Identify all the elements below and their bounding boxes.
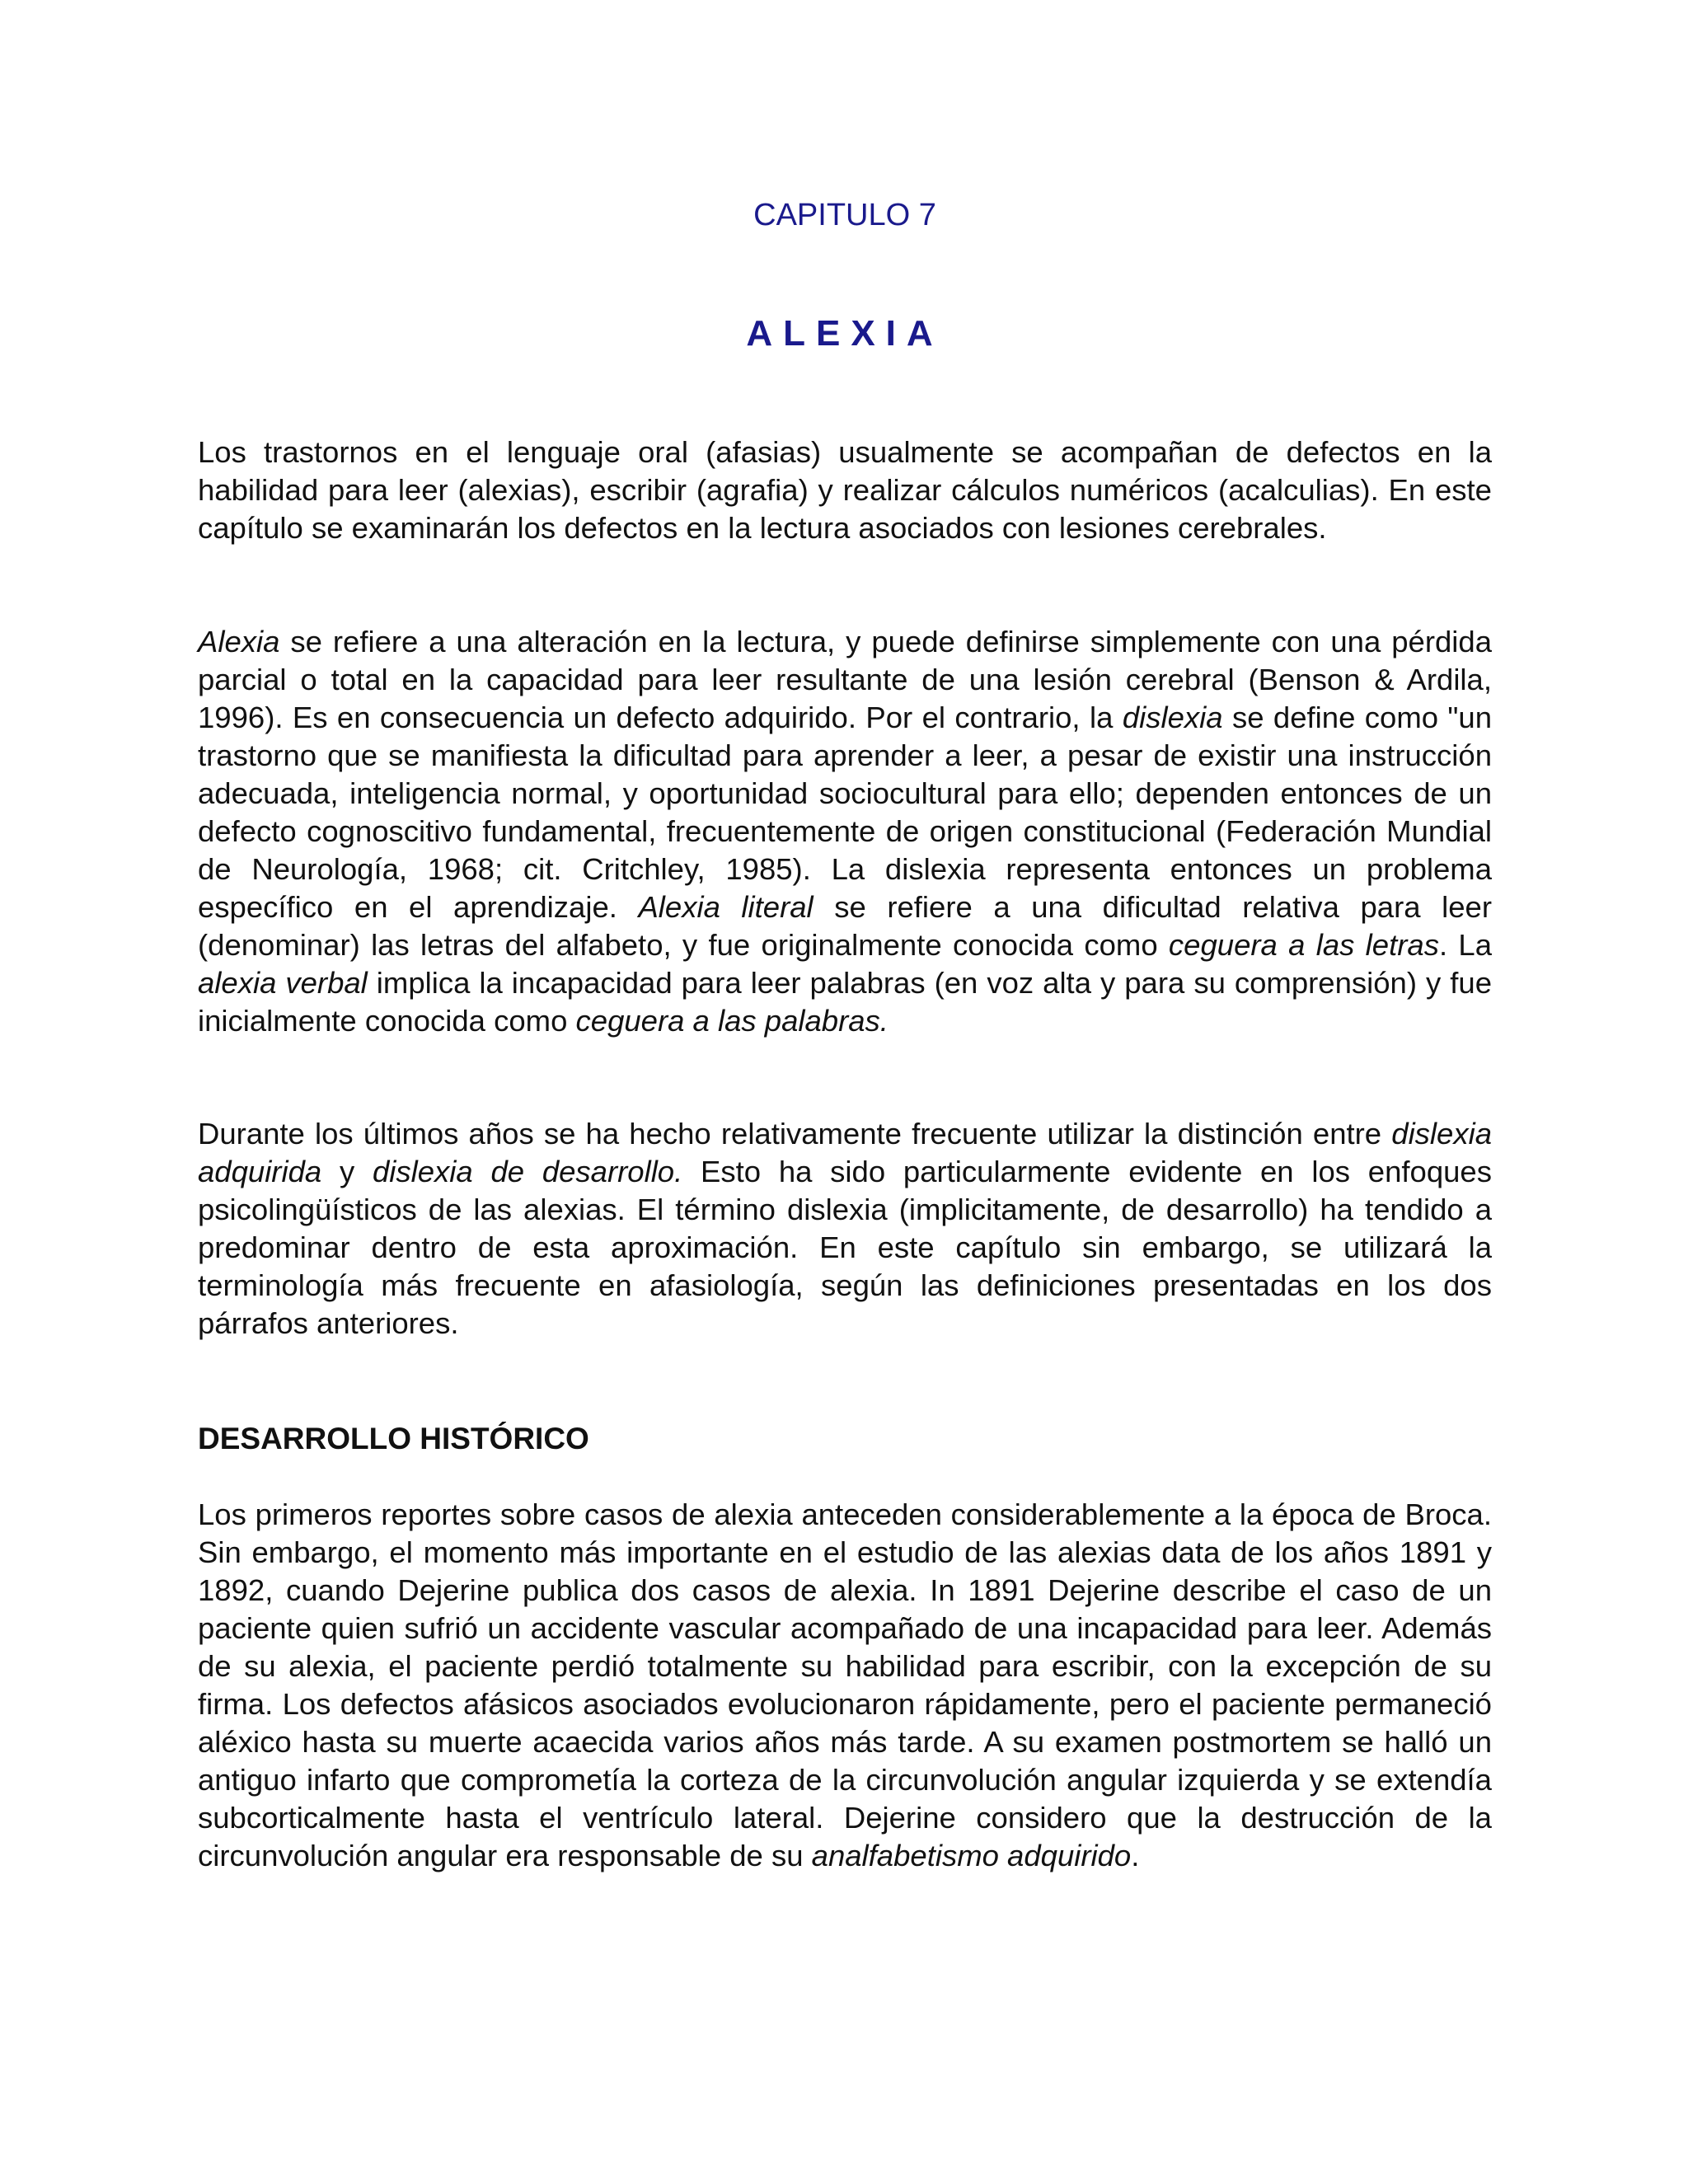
paragraph-text: y (321, 1155, 373, 1188)
paragraph-text: . (1131, 1839, 1140, 1872)
paragraph-text: Los primeros reportes sobre casos de alexia anteceden considerablemente a la época de Broca. Sin embargo, el momento más importante en el estudio de las alexias data de los años 1891 y 1892, cuando Dejerine publica dos casos de alexia. In 1891 Dejerine describe el caso de un paciente quien sufrió un accidente vascular acompañado de una incapacidad para leer. Además de su alexia, el paciente perdió totalmente su habilidad para escribir, con la excepción de su firma. Los defectos afásicos asociados evolucionaron rápidamente, pero el paciente permaneció aléxico hasta su muerte acaecida varios años más tarde. A su examen postmortem se halló un antiguo infarto que comprometía la corteza de la circunvolución angular izquierda y se extendía subcorticalmente hasta el ventrículo lateral. Dejerine considero que la destrucción de la circunvolución angular era responsable de su (198, 1497, 1492, 1872)
italic-term: Alexia (198, 625, 280, 658)
paragraph-definition (198, 623, 1492, 1040)
paragraph-text: Esto ha sido particularmente evidente en los enfoques psicolingüísticos de las alexias. El término dislexia (implicitamente, de desarrollo) ha tendido a predominar dentro de esta aproximación. En este capítulo sin embargo, se utilizará la terminología más frecuente en afasiología, según las definiciones presentadas en los dos párrafos anteriores. (198, 1155, 1492, 1340)
paragraph-terminology (198, 1115, 1492, 1343)
paragraph-intro: Los trastornos en el lenguaje oral (afasias) usualmente se acompañan de defectos en la habilidad para leer (alexias), escribir (agrafia) y realizar cálculos numéricos (acalculias). En este capítulo se examinarán los defectos en la lectura asociados con lesiones cerebrales. (198, 435, 1492, 545)
paragraph-text: se refiere a una alteración en la lectura, y puede definirse simplemente con una pérdida parcial o total en la capacidad para leer resultante de una lesión cerebral (Benson & Ardila, 1996). Es en consecuencia un defecto adquirido. Por el contrario, la (198, 625, 1492, 734)
italic-term: dislexia adquirida (198, 1117, 1492, 1188)
paragraph-text: se define como "un trastorno que se manifiesta la dificultad para aprender a leer, a pesar de existir una instrucción adecuada, inteligencia normal, y oportunidad sociocultural para ello; dependen entonces de un defecto cognoscitivo fundamental, frecuentemente de origen constitucional (Federación Mundial de Neurología, 1968; cit. Critchley, 1985). La dislexia representa entonces un problema específico en el aprendizaje. (198, 701, 1492, 924)
italic-term: ceguera a las letras (1168, 928, 1439, 962)
italic-term: alexia verbal (198, 966, 368, 1000)
chapter-label: CAPITULO 7 (753, 198, 936, 232)
italic-term: dislexia de desarrollo. (372, 1155, 683, 1188)
italic-term: analfabetismo adquirido (811, 1839, 1132, 1872)
paragraph-text: Durante los últimos años se ha hecho relativamente frecuente utilizar la distinción entre (198, 1117, 1392, 1151)
italic-term: dislexia (1122, 701, 1223, 734)
italic-term: ceguera a las palabras. (575, 1004, 889, 1038)
italic-term: Alexia literal (638, 890, 814, 924)
paragraph-text: implica la incapacidad para leer palabras (en voz alta y para su comprensión) y fue inicialmente conocida como (198, 966, 1493, 1038)
paragraph-history (198, 1496, 1492, 1875)
paragraph-text: se refiere a una dificultad relativa para leer (denominar) las letras del alfabeto, y fue originalmente conocida como (198, 890, 1492, 962)
paragraph-text: . La (1438, 928, 1492, 962)
section-heading: DESARROLLO HISTÓRICO (198, 1422, 589, 1455)
chapter-title: ALEXIA (746, 313, 944, 354)
